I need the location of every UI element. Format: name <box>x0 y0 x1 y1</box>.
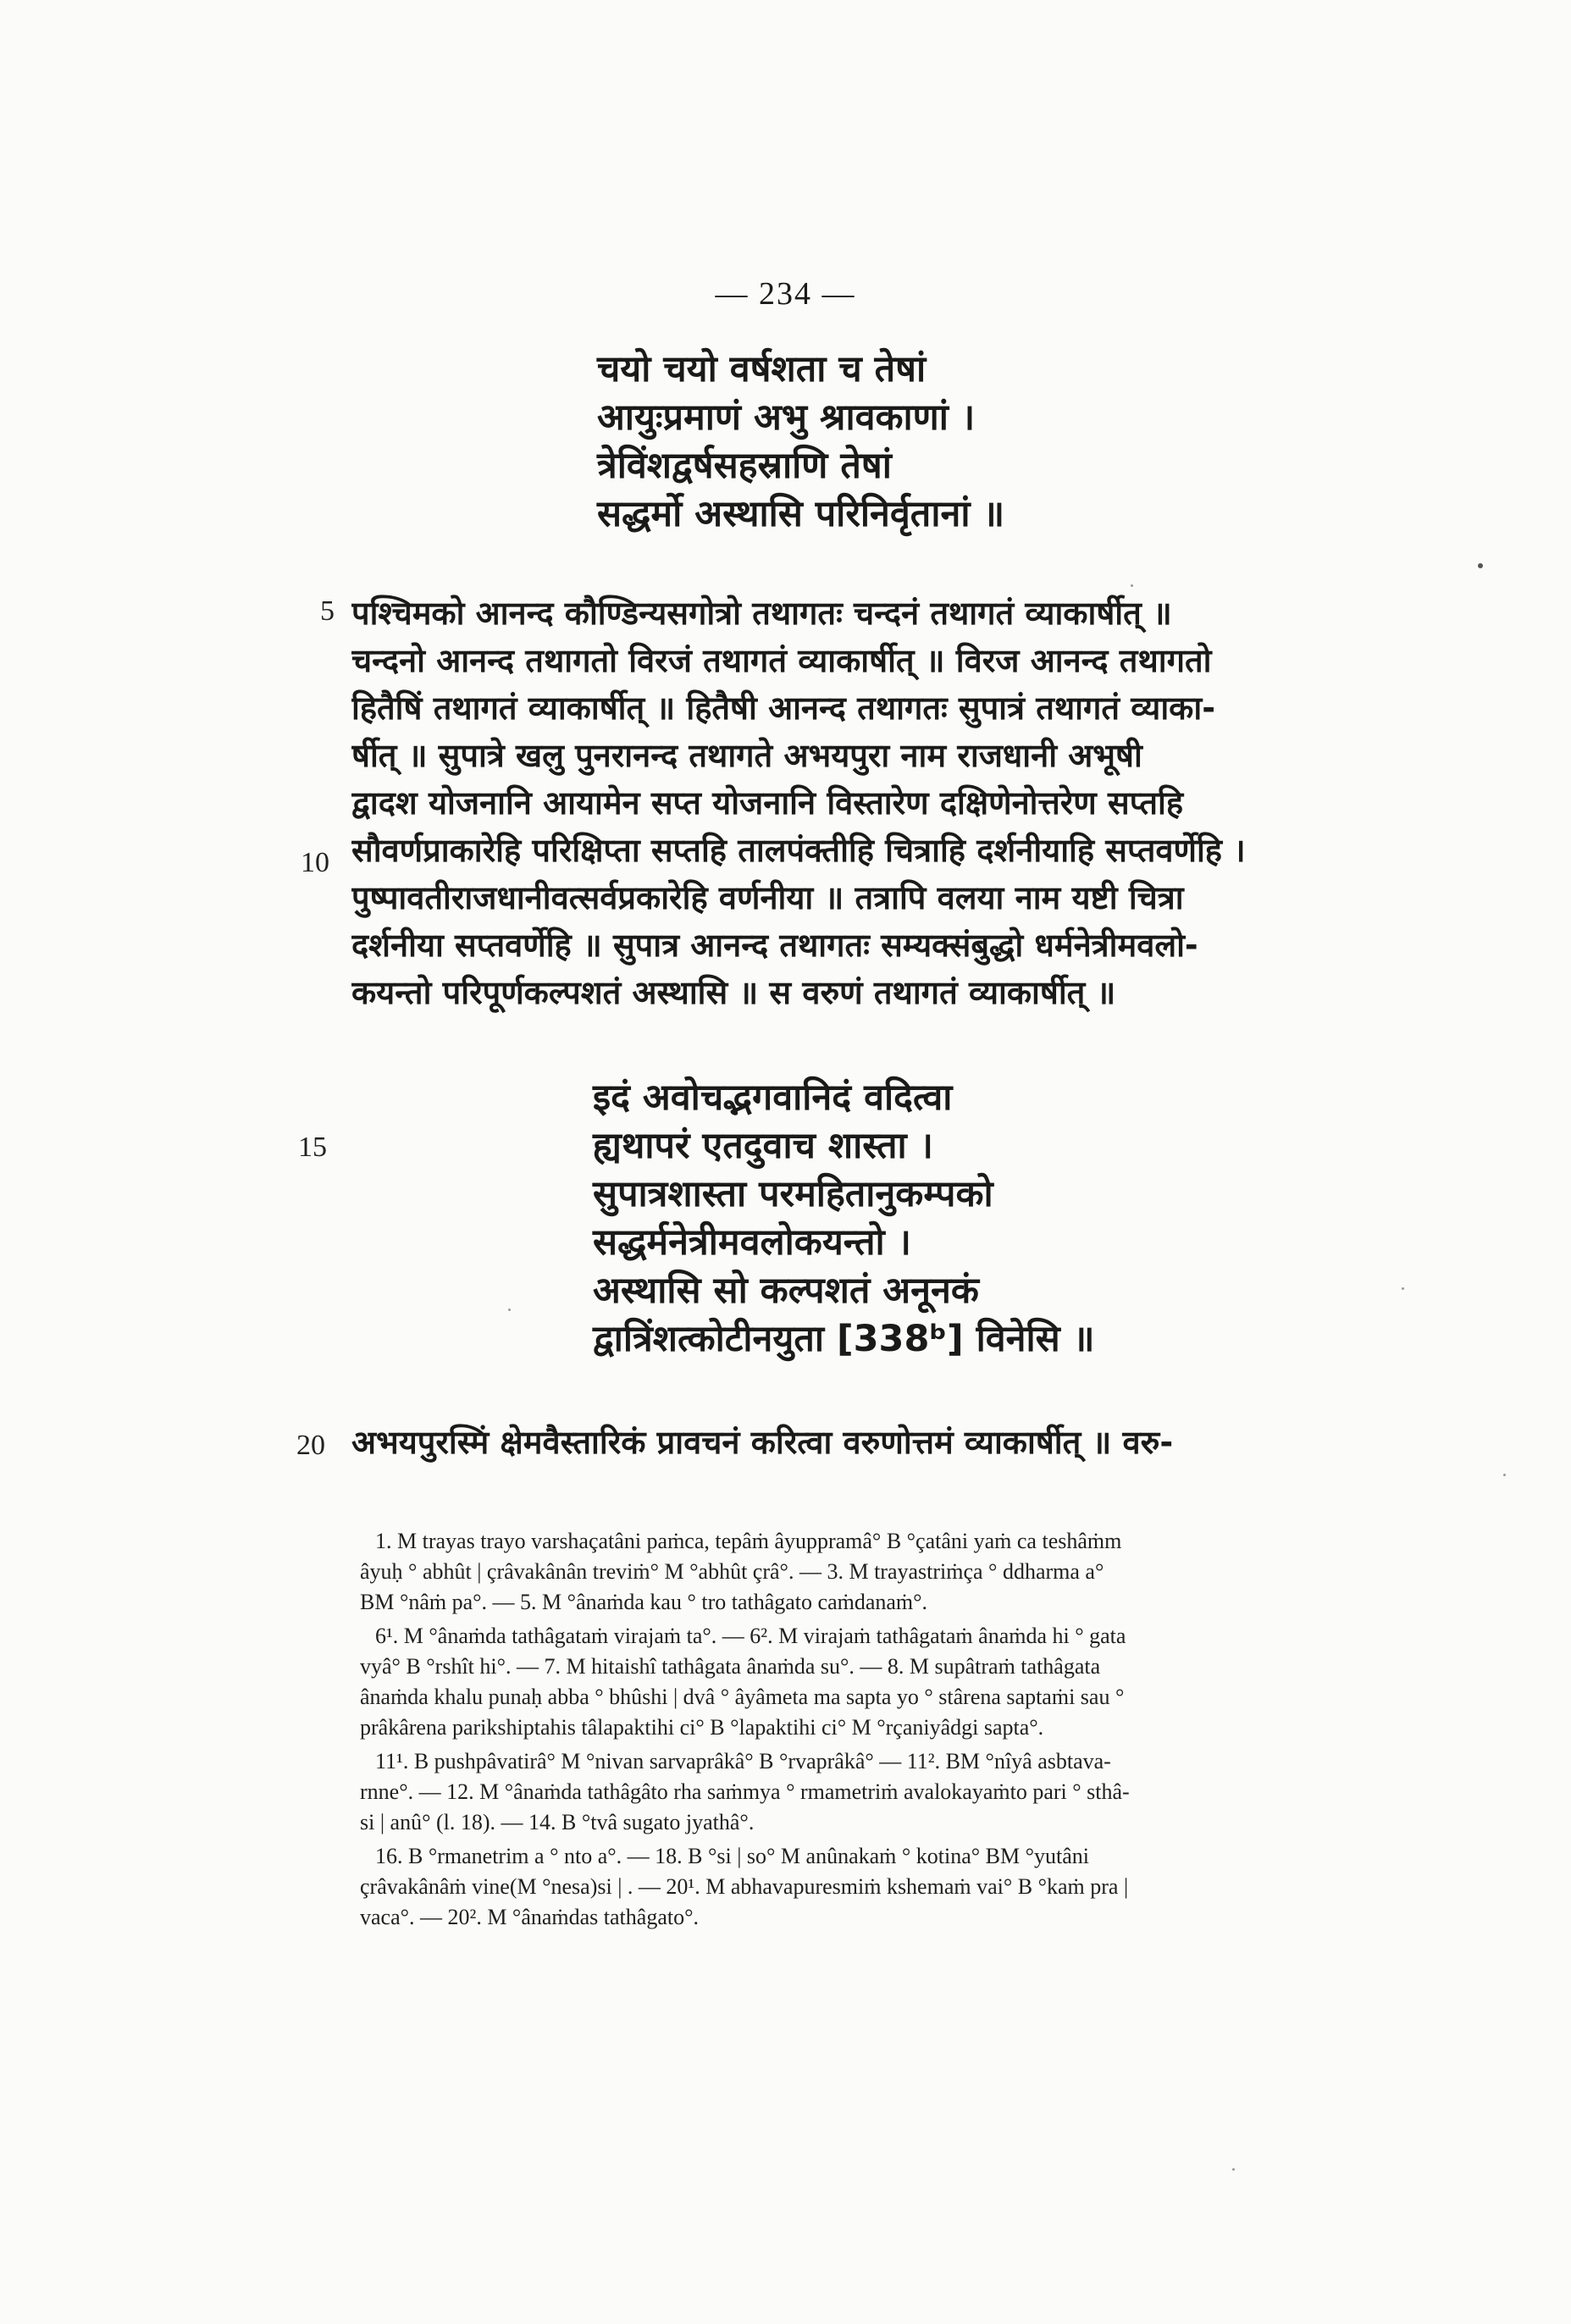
footnotes <box>360 1526 1444 1936</box>
verse-block-1 <box>597 346 1004 539</box>
footnote-paragraph <box>360 1746 1444 1838</box>
prose-line: द्वादश योजनानि आयामेन सप्त योजनानि विस्तारेण दक्षिणेनोत्तरेण सप्तहि <box>351 784 1184 822</box>
footnote-paragraph <box>360 1841 1444 1933</box>
footnote-paragraph <box>360 1526 1444 1618</box>
scan-speck <box>1402 1287 1404 1290</box>
footnote-line: 11¹. B pushpâvatirâ° M °nivan sarvaprâkâ° B °rvaprâkâ° — 11². BM °nîyâ asbtava- <box>375 1749 1111 1773</box>
footnote-line: BM °nâṁ pa°. — 5. M °ânaṁda kau ° tro tathâgato caṁdanaṁ°. <box>360 1590 928 1614</box>
footnote-line: ânaṁda khalu punaḥ abba ° bhûshi | dvâ ° âyâmeta ma sapta yo ° stârena saptaṁi sau ° <box>360 1685 1125 1709</box>
verse-line: ह्यथापरं एतदुवाच शास्ता । <box>593 1125 933 1167</box>
scan-speck <box>508 1309 511 1311</box>
scan-speck <box>1232 2168 1235 2171</box>
scan-speck <box>1503 1474 1506 1476</box>
line-number-10: 10 <box>301 847 329 878</box>
verse-line: सद्धर्मनेत्रीमवलोकयन्तो । <box>593 1221 911 1264</box>
footnote-line: âyuḥ ° abhût | çrâvakânân treviṁ° M °abhût çrâ°. — 3. M trayastriṁça ° ddharma a° <box>360 1559 1104 1584</box>
verse-line: चयो चयो वर्षशता च तेषां <box>597 348 927 390</box>
prose-line: चन्दनो आनन्द तथागतो विरजं तथागतं व्याकार्षीत् ॥ विरज आनन्द तथागतो <box>351 642 1212 679</box>
footnote-line: rnne°. — 12. M °ânaṁda tathâgâto rha saṁmya ° rmametriṁ avalokayaṁto pari ° sthâ- <box>360 1779 1130 1804</box>
prose-line: सौवर्णप्राकारेहि परिक्षिप्ता सप्तहि तालपंक्तीहि चित्राहि दर्शनीयाहि सप्तवर्णेहि । <box>351 832 1246 869</box>
prose-line: कयन्तो परिपूर्णकल्पशतं अस्थासि ॥ स वरुणं तथागतं व्याकार्षीत् ॥ <box>351 974 1116 1011</box>
verse-line: सद्धर्मो अस्थासि परिनिर्वृतानां ॥ <box>597 493 1005 535</box>
prose-line: दर्शनीया सप्तवर्णेहि ॥ सुपात्र आनन्द तथागतः सम्यक्संबुद्धो धर्मनेत्रीमवलो- <box>351 927 1198 964</box>
footnote-line: 6¹. M °ânaṁda tathâgataṁ virajaṁ ta°. — 6². M virajaṁ tathâgataṁ ânaṁda hi ° gata <box>375 1624 1126 1648</box>
prose-line: पुष्पावतीराजधानीवत्सर्वप्रकारेहि वर्णनीया ॥ तत्रापि वलया नाम यष्टी चित्रा <box>351 879 1184 916</box>
scan-speck <box>1478 563 1483 568</box>
page-number: — 234 — <box>715 276 856 312</box>
prose-block-1 <box>351 589 1444 1016</box>
prose-line: अभयपुरस्मिं क्षेमवैस्तारिकं प्रावचनं करित्वा वरुणोत्तमं व्याकार्षीत् ॥ वरु- <box>351 1424 1174 1461</box>
footnote-line: 16. B °rmanetrim a ° nto a°. — 18. B °si | so° M anûnakaṁ ° kotina° BM °yutâni <box>375 1844 1090 1868</box>
verse-line: सुपात्रशास्ता परमहितानुकम्पको <box>593 1173 993 1215</box>
footnote-line: çrâvakânâṁ vine(M °nesa)si | . — 20¹. M abhavapuresmiṁ kshemaṁ vai° B °kaṁ pra | <box>360 1874 1129 1899</box>
footnote-paragraph <box>360 1621 1444 1743</box>
footnote-line: si | anû° (l. 18). — 14. B °tvâ sugato jyathâ°. <box>360 1810 755 1834</box>
verse-line: त्रेविंशद्वर्षसहस्राणि तेषां <box>597 445 892 487</box>
line-number-20: 20 <box>296 1430 325 1461</box>
verse-line: द्वात्रिंशत्कोटीनयुता [338ᵇ] विनेसि ॥ <box>593 1318 1095 1360</box>
prose-line: पश्चिमको आनन्द कौण्डिन्यसगोत्रो तथागतः चन्दनं तथागतं व्याकार्षीत् ॥ <box>351 595 1172 632</box>
prose-line: हितैषिं तथागतं व्याकार्षीत् ॥ हितैषी आनन्द तथागतः सुपात्रं तथागतं व्याका- <box>351 689 1215 727</box>
verse-line: इदं अवोचद्भगवानिदं वदित्वा <box>593 1076 953 1119</box>
verse-line: अस्थासि सो कल्पशतं अनूनकं <box>593 1270 979 1312</box>
line-number-5: 5 <box>320 595 335 627</box>
footnote-line: vyâ° B °rshît hi°. — 7. M hitaishî tathâgata ânaṁda su°. — 8. M supâtraṁ tathâgata <box>360 1654 1101 1679</box>
line-number-15: 15 <box>298 1132 327 1163</box>
footnote-line: 1. M trayas trayo varshaçatâni paṁca, tepâṁ âyuppramâ° B °çatâni yaṁ ca teshâṁm <box>375 1529 1122 1553</box>
footnote-line: vaca°. — 20². M °ânaṁdas tathâgato°. <box>360 1905 699 1929</box>
scan-speck <box>1131 584 1133 587</box>
verse-line: आयुःप्रमाणं अभु श्रावकाणां । <box>597 396 976 439</box>
prose-line: र्षीत् ॥ सुपात्रे खलु पुनरानन्द तथागते अभयपुरा नाम राजधानी अभूषी <box>351 737 1142 774</box>
prose-block-2 <box>351 1419 1444 1466</box>
footnote-line: prâkârena parikshiptahis tâlapaktihi ci° B °lapaktihi ci° M °rçaniyâdgi sapta°. <box>360 1715 1044 1740</box>
verse-block-2 <box>593 1074 1094 1364</box>
